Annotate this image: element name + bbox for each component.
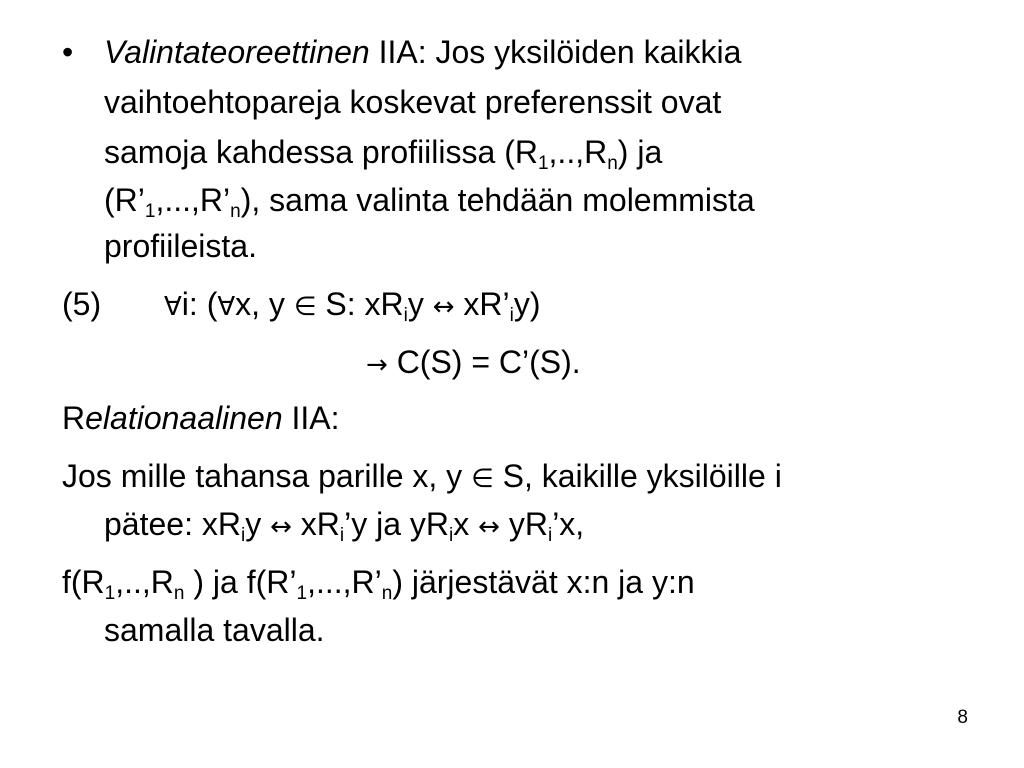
para2-em-term: elationaalinen [85, 400, 283, 436]
para4-l1-d: ,...,R’ [307, 564, 382, 600]
iff-arrow-symbol: ↔ [432, 292, 455, 322]
para1-line5-text: profiileista. [104, 228, 257, 264]
subscript-i: i [403, 305, 408, 326]
formula5-conclusion-text: C(S) = C’(S). [387, 344, 581, 380]
bullet: • [62, 34, 74, 70]
para3-l2-b: y [245, 506, 271, 542]
formula5-conclusion [366, 346, 581, 378]
element-of-symbol: ∈ [471, 464, 494, 494]
subscript-i: i [240, 525, 246, 546]
para4-line2 [104, 614, 325, 646]
subscript-n: n [230, 201, 241, 222]
para3-l2-a: pätee: xR [104, 506, 241, 542]
subscript-1: 1 [296, 583, 308, 604]
para1-line4-a: (R’ [104, 182, 145, 218]
subscript-i: i [509, 305, 514, 326]
formula5-y: y [407, 286, 433, 322]
formula5-s: S: xR [316, 286, 404, 322]
para4-l1-c: ) ja f(R’ [184, 564, 297, 600]
para1-line5 [104, 230, 257, 262]
para1-line4-b: ,...,R’ [155, 182, 231, 218]
element-of-symbol: ∈ [293, 292, 317, 322]
page-number: 8 [957, 707, 968, 728]
para4-l1-e: ) järjestävät x:n ja y:n [392, 564, 695, 600]
para1-line1 [104, 36, 741, 68]
forall-symbol: ∀ [164, 292, 182, 322]
formula5-close: y) [513, 286, 541, 322]
subscript-i: i [339, 525, 345, 546]
iff-arrow-symbol: ↔ [478, 512, 500, 542]
para3-l2-d: ’y ja yR [344, 506, 450, 542]
para3-l1-a: Jos mille tahansa parille x, y [62, 458, 472, 494]
iff-arrow-symbol: ↔ [270, 512, 292, 542]
para1-line4-c: ), sama valinta tehdään molemmista [240, 182, 755, 218]
para3-line1 [62, 460, 782, 492]
subscript-i: i [547, 525, 553, 546]
subscript-n: n [381, 583, 393, 604]
para1-em-term: Valintateoreettinen [104, 34, 370, 70]
para1-line3-c: ) ja [617, 134, 663, 170]
para2-rest: IIA: [282, 400, 340, 436]
para1-line3 [104, 134, 663, 174]
para3-l2-e: x [453, 506, 479, 542]
para4-l2-text: samalla tavalla. [104, 612, 325, 648]
subscript-1: 1 [537, 153, 549, 174]
para1-text: IIA: Jos yksilöiden kaikkia [369, 34, 742, 70]
para2-r: R [62, 400, 86, 436]
formula5-i: i: ( [181, 286, 218, 322]
forall-symbol: ∀ [217, 292, 236, 322]
formula5-expr [164, 286, 541, 326]
para1-line2-text: vaihtoehtopareja koskevat preferenssit ovat [104, 84, 722, 120]
para4-l1-b: ,..,R [115, 564, 174, 600]
implies-arrow-symbol: → [366, 350, 388, 380]
formula5-xy: x, y [235, 286, 294, 322]
para1-line2 [104, 86, 721, 118]
subscript-1: 1 [104, 583, 116, 604]
para4-line1 [62, 564, 695, 604]
para1-line3-b: ,..,R [548, 134, 608, 170]
para3-line2 [104, 506, 585, 546]
subscript-1: 1 [144, 201, 156, 222]
formula5-label [62, 288, 101, 320]
subscript-i: i [449, 525, 454, 546]
para1-line3-a: samoja kahdessa profiilissa (R [104, 134, 538, 170]
subscript-n: n [607, 153, 618, 174]
subscript-n: n [173, 583, 185, 604]
formula-number: (5) [62, 286, 102, 322]
para4-l1-a: f(R [62, 564, 105, 600]
para2-heading [62, 402, 340, 434]
para1-line4 [104, 182, 755, 222]
para3-l2-f: yR [499, 506, 548, 542]
para3-l1-b: S, kaikille yksilöille i [493, 458, 782, 494]
para3-l2-g: ’x, [552, 506, 585, 542]
formula5-x: xR’ [454, 286, 510, 322]
para3-l2-c: xR [291, 506, 340, 542]
